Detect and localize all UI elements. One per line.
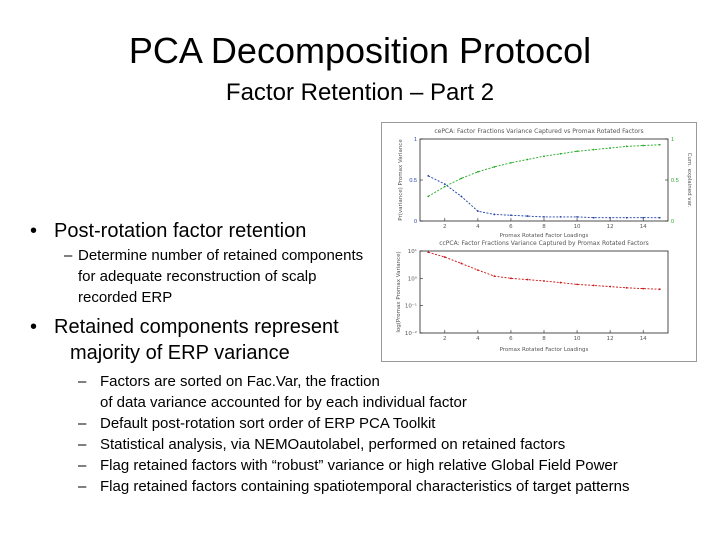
- sub-bullet: [78, 413, 718, 434]
- data-point: [543, 216, 545, 218]
- sub-bullet: [78, 455, 718, 476]
- data-point: [609, 217, 611, 219]
- bullet-1-subitem: [64, 245, 368, 308]
- data-point: [494, 214, 496, 216]
- data-point: [494, 166, 496, 168]
- slide-subtitle: Factor Retention – Part 2: [225, 79, 495, 106]
- data-point: [477, 171, 479, 173]
- data-point: [560, 282, 562, 284]
- sub-bullet-list: [78, 371, 718, 497]
- bottom-plot-frame: [420, 251, 668, 333]
- y-tick-label-right: 1: [671, 137, 675, 143]
- slide-title: PCA Decomposition Protocol: [128, 30, 592, 71]
- x-tick-label: 14: [639, 336, 647, 342]
- sub-bullet-line: Default post-rotation sort order of ERP PCA Toolkit: [100, 415, 436, 432]
- data-point: [510, 214, 512, 216]
- data-point: [642, 288, 644, 290]
- data-point: [444, 256, 446, 258]
- data-point: [576, 150, 578, 152]
- dash-marker: –: [78, 373, 87, 390]
- data-point: [659, 144, 661, 146]
- data-point: [527, 215, 529, 217]
- data-point: [659, 217, 661, 219]
- data-point: [510, 162, 512, 164]
- dash-marker: –: [78, 415, 87, 432]
- y-tick-label: 0: [413, 219, 417, 225]
- data-point: [444, 186, 446, 188]
- y-tick-label: 10⁰: [407, 276, 417, 283]
- pca-figure: [381, 122, 697, 362]
- top-plot-ylabel-right: Cum. explained var.: [686, 152, 692, 208]
- series-line: [428, 176, 659, 218]
- top-plot-title: cePCA: Factor Fractions Variance Captured vs Promax Rotated Factors: [434, 128, 644, 135]
- data-point: [477, 269, 479, 271]
- x-tick-label: 12: [606, 336, 614, 342]
- x-tick-label: 4: [476, 336, 480, 342]
- y-tick-label: 0.5: [409, 178, 417, 184]
- blue-series: [427, 175, 660, 219]
- sub-bullet: [78, 371, 718, 413]
- series-line: [428, 145, 659, 197]
- data-point: [626, 287, 628, 289]
- data-point: [527, 279, 529, 281]
- x-tick-label: 8: [542, 224, 546, 230]
- data-point: [560, 216, 562, 218]
- data-point: [444, 183, 446, 185]
- y-tick-label: 10⁻¹: [404, 303, 417, 310]
- bottom-plot-xlabel: Promax Rotated Factor Loadings: [499, 347, 589, 353]
- sub-bullet: [78, 476, 718, 497]
- top-y-ticks: [409, 137, 423, 225]
- sub-bullet-line: Statistical analysis, via NEMOautolabel, performed on retained factors: [100, 436, 566, 453]
- top-x-ticks: [443, 218, 647, 230]
- data-point: [427, 196, 429, 198]
- bullet-1-subitem-text: Determine number of retained components for adequate reconstruction of scalp recorded ERP: [78, 247, 364, 306]
- data-point: [642, 217, 644, 219]
- y-tick-label: 1: [413, 137, 417, 143]
- data-point: [609, 147, 611, 149]
- x-tick-label: 2: [443, 224, 447, 230]
- green-series: [427, 144, 660, 197]
- bullet-dot: •: [30, 220, 38, 242]
- bullet-dot: •: [30, 316, 38, 338]
- x-tick-label: 10: [573, 224, 581, 230]
- data-point: [527, 159, 529, 161]
- red-series: [427, 251, 660, 290]
- data-point: [543, 280, 545, 282]
- data-point: [626, 217, 628, 219]
- x-tick-label: 10: [573, 336, 581, 342]
- sub-bullet-line: Flag retained factors with “robust” variance or high relative Global Field Power: [100, 457, 618, 474]
- sub-bullet-line: of data variance accounted for by each individual factor: [100, 394, 467, 411]
- data-point: [593, 285, 595, 287]
- pca-figure-svg: [382, 123, 696, 361]
- top-plot-ylabel: Pr(variance) Promax Variance: [398, 139, 404, 221]
- sub-bullet: [78, 434, 718, 455]
- dash-marker: –: [64, 247, 73, 264]
- bullet-1-text: Post-rotation factor retention: [54, 220, 307, 242]
- sub-bullet-line: Factors are sorted on Fac.Var, the fraction: [100, 373, 380, 390]
- x-tick-label: 8: [542, 336, 546, 342]
- bottom-plot-ylabel: log(Promax Promax Variance): [396, 251, 402, 333]
- dash-marker: –: [78, 478, 87, 495]
- x-tick-label: 6: [509, 336, 513, 342]
- data-point: [460, 263, 462, 265]
- data-point: [427, 251, 429, 253]
- x-tick-label: 6: [509, 224, 513, 230]
- x-tick-label: 4: [476, 224, 480, 230]
- x-tick-label: 12: [606, 224, 614, 230]
- series-line: [428, 252, 659, 289]
- data-point: [494, 275, 496, 277]
- data-point: [659, 288, 661, 290]
- y-tick-label-right: 0: [671, 219, 675, 225]
- data-point: [510, 277, 512, 279]
- top-plot-xlabel: Promax Rotated Factor Loadings: [499, 233, 589, 239]
- y-tick-label: 10¹: [407, 249, 417, 255]
- bullet-2-line1: Retained components represent: [54, 316, 339, 338]
- data-point: [477, 210, 479, 212]
- data-point: [460, 196, 462, 198]
- data-point: [593, 217, 595, 219]
- data-point: [609, 286, 611, 288]
- data-point: [427, 175, 429, 177]
- data-point: [642, 145, 644, 147]
- bottom-x-ticks: [443, 330, 647, 342]
- top-y-ticks-right: [665, 137, 679, 225]
- dash-marker: –: [78, 457, 87, 474]
- data-point: [560, 153, 562, 155]
- data-point: [593, 149, 595, 151]
- dash-marker: –: [78, 436, 87, 453]
- bullet-1: [30, 218, 370, 244]
- data-point: [460, 177, 462, 179]
- data-point: [626, 145, 628, 147]
- data-point: [543, 155, 545, 157]
- bullet-2-line2: majority of ERP variance: [70, 342, 290, 364]
- bottom-plot-title: ccPCA: Factor Fractions Variance Captured by Promax Rotated Factors: [439, 240, 649, 247]
- data-point: [576, 216, 578, 218]
- x-tick-label: 14: [639, 224, 647, 230]
- data-point: [576, 283, 578, 285]
- bullet-2: [30, 314, 370, 366]
- y-tick-label-right: 0.5: [671, 178, 679, 184]
- sub-bullet-line: Flag retained factors containing spatiotemporal characteristics of target patterns: [100, 478, 630, 495]
- x-tick-label: 2: [443, 336, 447, 342]
- y-tick-label: 10⁻²: [404, 331, 417, 337]
